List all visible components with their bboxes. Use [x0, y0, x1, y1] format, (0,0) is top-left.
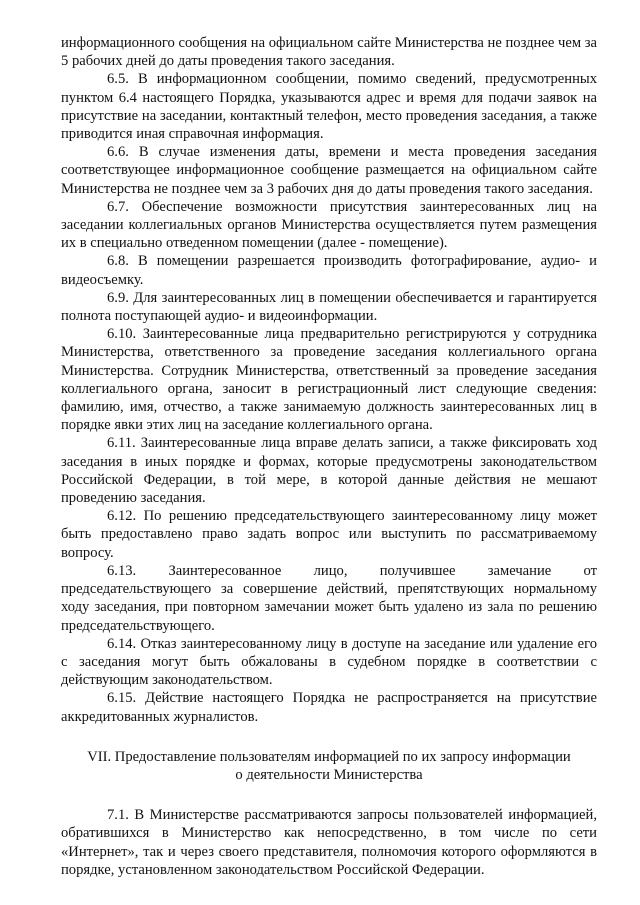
- paragraph-6-5: 6.5. В информационном сообщении, помимо сведений, предусмотренных пунктом 6.4 настоящего Порядка, указываются адрес и время для подачи заявок на присутствие на заседании, контактный телефон, место проведения заседания, а также приводится иная справочная информация.: [61, 71, 597, 143]
- paragraph-7-1: 7.1. В Министерстве рассматриваются запросы пользователей информацией, обратившихся в Министерство как непосредственно, в том числе по сети «Интернет», так и через своего представителя, полномочия которого оформляются в порядке, установленном законодательством Российской Федерации.: [61, 807, 597, 878]
- paragraph-6-15: 6.15. Действие настоящего Порядка не распространяется на присутствие аккредитованных журналистов.: [61, 690, 597, 725]
- paragraph-6-13: 6.13. Заинтересованное лицо, получившее замечание от председательствующего за совершение действий, препятствующих нормальному ходу заседания, при повторном замечании может быть удалено из зала по решению председательствующего.: [61, 562, 597, 634]
- section-heading-line-2: о деятельности Министерства: [235, 766, 423, 783]
- paragraph-6-7: 6.7. Обеспечение возможности присутствия заинтересованных лиц на заседании коллегиальных органов Министерства осуществляется путем размещения их в специально отведенном помещении (далее - помещение).: [61, 198, 597, 252]
- section-body: [61, 806, 597, 879]
- paragraph-6-9: 6.9. Для заинтересованных лиц в помещении обеспечивается и гарантируется полнота поступающей аудио- и видеоинформации.: [61, 289, 597, 325]
- paragraph-6-10: 6.10. Заинтересованные лица предварительно регистрируются у сотрудника Министерства, ответственного за проведение заседания коллегиального органа Министерства. Сотрудник Министерства, ответственный за проведение заседания коллегиального органа, заносит в регистрационный лист следующие сведения: фамилию, имя, отчество, а также занимаемую должность заинтересованных лиц в порядке явки этих лиц на заседание коллегиального органа.: [61, 326, 597, 434]
- paragraph-6-14: 6.14. Отказ заинтересованному лицу в доступе на заседание или удаление его с заседания могут быть обжалованы в судебном порядке в соответствии с действующим законодательством.: [61, 635, 597, 689]
- paragraph-6-8: 6.8. В помещении разрешается производить фотографирование, аудио- и видеосъемку.: [61, 253, 597, 288]
- paragraph-continuation: информационного сообщения на официальном сайте Министерства не позднее чем за 5 рабочих дней до даты проведения такого заседания.: [61, 35, 597, 70]
- paragraph-6-12: 6.12. По решению председательствующего заинтересованному лицу может быть предоставлено право задать вопрос или выступить по рассматриваемому вопросу.: [61, 508, 597, 561]
- paragraph-6-11: 6.11. Заинтересованные лица вправе делать записи, а также фиксировать ход заседания в иных порядке и формах, которые предусмотрены законодательством Российской Федерации, в той мере, в которой данные действия не мешают проведению заседания.: [61, 435, 597, 507]
- section-heading: [61, 748, 597, 784]
- section-heading-line-1: VII. Предоставление пользователям информацией по их запросу информации: [87, 748, 571, 765]
- paragraph-6-6: 6.6. В случае изменения даты, времени и места проведения заседания соответствующее информационное сообщение размещается на официальном сайте Министерства не позднее чем за 3 рабочих дня до даты проведения такого заседания.: [61, 144, 597, 197]
